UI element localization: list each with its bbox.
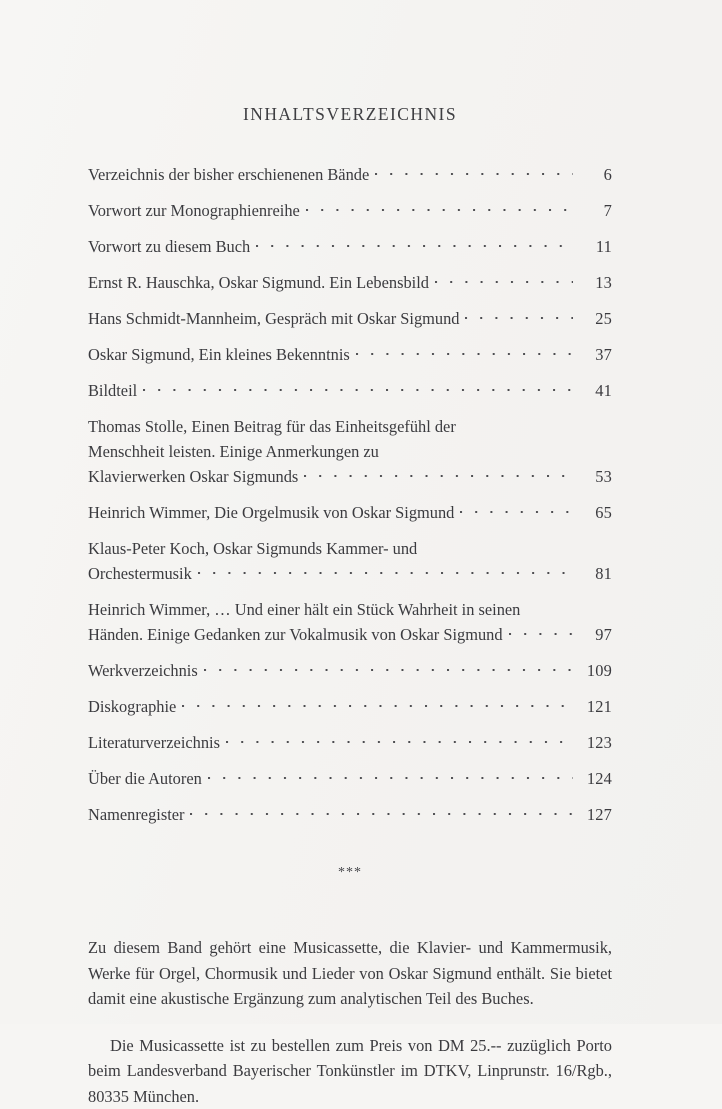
toc-entry[interactable] — [88, 378, 612, 403]
toc-entry[interactable] — [88, 802, 612, 827]
dot-leader — [256, 236, 573, 252]
dot-leader — [304, 466, 573, 482]
toc-entry-row — [88, 658, 612, 683]
toc-page-number: 127 — [582, 802, 612, 827]
toc-page-number: 7 — [582, 198, 612, 223]
toc-page-number: 81 — [582, 561, 612, 586]
toc-entry[interactable] — [88, 766, 612, 791]
dot-leader — [204, 660, 573, 676]
toc-entry-row — [88, 766, 612, 791]
cassette-note — [88, 935, 612, 1109]
toc-entry-title: Über die Autoren — [88, 766, 202, 791]
toc-entry-row — [88, 500, 612, 525]
toc-entry-row — [88, 306, 612, 331]
dot-leader — [226, 732, 573, 748]
dot-leader — [143, 380, 573, 396]
toc-entry-title: Bildteil — [88, 378, 137, 403]
toc-entry-line: Menschheit leisten. Einige Anmerkungen zu — [88, 439, 612, 464]
toc-entry[interactable] — [88, 730, 612, 755]
toc-entry[interactable] — [88, 694, 612, 719]
toc-page-number: 124 — [582, 766, 612, 791]
toc-entry[interactable] — [88, 658, 612, 683]
toc-page-number: 6 — [582, 162, 612, 187]
toc-entry-title: Hans Schmidt-Mannheim, Gespräch mit Oskar Sigmund — [88, 306, 459, 331]
dot-leader — [306, 200, 573, 216]
toc-entry-title: Vorwort zur Monographienreihe — [88, 198, 300, 223]
dot-leader — [465, 308, 573, 324]
note-paragraph-1: Zu diesem Band gehört eine Musicassette, die Klavier- und Kammermusik, Werke für Orgel, Chormusik und Lieder von Oskar Sigmund enthält. Sie bietet damit eine akustische Ergänzung zum analytischen Teil des Buches. — [88, 935, 612, 1012]
toc-entry-line: Thomas Stolle, Einen Beitrag für das Einheitsgefühl der — [88, 414, 612, 439]
table-of-contents-list — [88, 162, 612, 827]
toc-entry[interactable] — [88, 342, 612, 367]
toc-page-number: 121 — [582, 694, 612, 719]
toc-page-number: 37 — [582, 342, 612, 367]
toc-entry[interactable] — [88, 536, 612, 586]
page-title: INHALTSVERZEICHNIS — [88, 0, 612, 125]
toc-page-number: 25 — [582, 306, 612, 331]
toc-entry-line: Klaus-Peter Koch, Oskar Sigmunds Kammer- und — [88, 536, 612, 561]
toc-entry[interactable] — [88, 414, 612, 489]
toc-entry[interactable] — [88, 198, 612, 223]
section-ornament: *** — [88, 863, 612, 883]
dot-leader — [190, 804, 573, 820]
toc-entry-row — [88, 234, 612, 259]
toc-entry[interactable] — [88, 234, 612, 259]
toc-entry-title: Verzeichnis der bisher erschienenen Bände — [88, 162, 369, 187]
page-content — [88, 0, 612, 1024]
toc-page-number: 53 — [582, 464, 612, 489]
toc-entry-row — [88, 342, 612, 367]
dot-leader — [198, 563, 573, 579]
toc-entry[interactable] — [88, 500, 612, 525]
toc-entry-row — [88, 730, 612, 755]
toc-entry-row — [88, 464, 612, 489]
toc-page-number: 109 — [582, 658, 612, 683]
toc-page-number: 65 — [582, 500, 612, 525]
toc-entry-title: Heinrich Wimmer, Die Orgelmusik von Oskar Sigmund — [88, 500, 454, 525]
toc-entry-row — [88, 198, 612, 223]
toc-page-number: 11 — [582, 234, 612, 259]
toc-entry-row — [88, 802, 612, 827]
toc-entry[interactable] — [88, 270, 612, 295]
toc-entry-row — [88, 162, 612, 187]
toc-entry[interactable] — [88, 306, 612, 331]
toc-page-number: 123 — [582, 730, 612, 755]
toc-entry-title: Orchestermusik — [88, 561, 192, 586]
toc-entry-title: Literaturverzeichnis — [88, 730, 220, 755]
toc-entry[interactable] — [88, 597, 612, 647]
toc-page-number: 97 — [582, 622, 612, 647]
dot-leader — [208, 768, 573, 784]
dot-leader — [375, 164, 573, 180]
toc-entry-row — [88, 694, 612, 719]
toc-entry-row — [88, 270, 612, 295]
toc-entry-title: Diskographie — [88, 694, 176, 719]
toc-page-number: 13 — [582, 270, 612, 295]
toc-entry-title: Klavierwerken Oskar Sigmunds — [88, 464, 298, 489]
toc-entry-title: Namenregister — [88, 802, 184, 827]
toc-entry[interactable] — [88, 162, 612, 187]
dot-leader — [182, 696, 573, 712]
dot-leader — [356, 344, 573, 360]
toc-entry-title: Vorwort zu diesem Buch — [88, 234, 250, 259]
toc-entry-row — [88, 622, 612, 647]
toc-entry-row — [88, 561, 612, 586]
toc-entry-title: Ernst R. Hauschka, Oskar Sigmund. Ein Lebensbild — [88, 270, 429, 295]
dot-leader — [460, 502, 573, 518]
dot-leader — [435, 272, 573, 288]
toc-entry-title: Händen. Einige Gedanken zur Vokalmusik von Oskar Sigmund — [88, 622, 503, 647]
toc-entry-title: Werkverzeichnis — [88, 658, 198, 683]
toc-page-number: 41 — [582, 378, 612, 403]
note-paragraph-2: Die Musicassette ist zu bestellen zum Preis von DM 25.-- zuzüglich Porto beim Landesverband Bayerischer Tonkünstler im DTKV, Linprunstr. 16/Rgb., 80335 München. — [88, 1033, 612, 1109]
toc-entry-line: Heinrich Wimmer, … Und einer hält ein Stück Wahrheit in seinen — [88, 597, 612, 622]
toc-entry-title: Oskar Sigmund, Ein kleines Bekenntnis — [88, 342, 350, 367]
toc-entry-row — [88, 378, 612, 403]
dot-leader — [509, 624, 573, 640]
